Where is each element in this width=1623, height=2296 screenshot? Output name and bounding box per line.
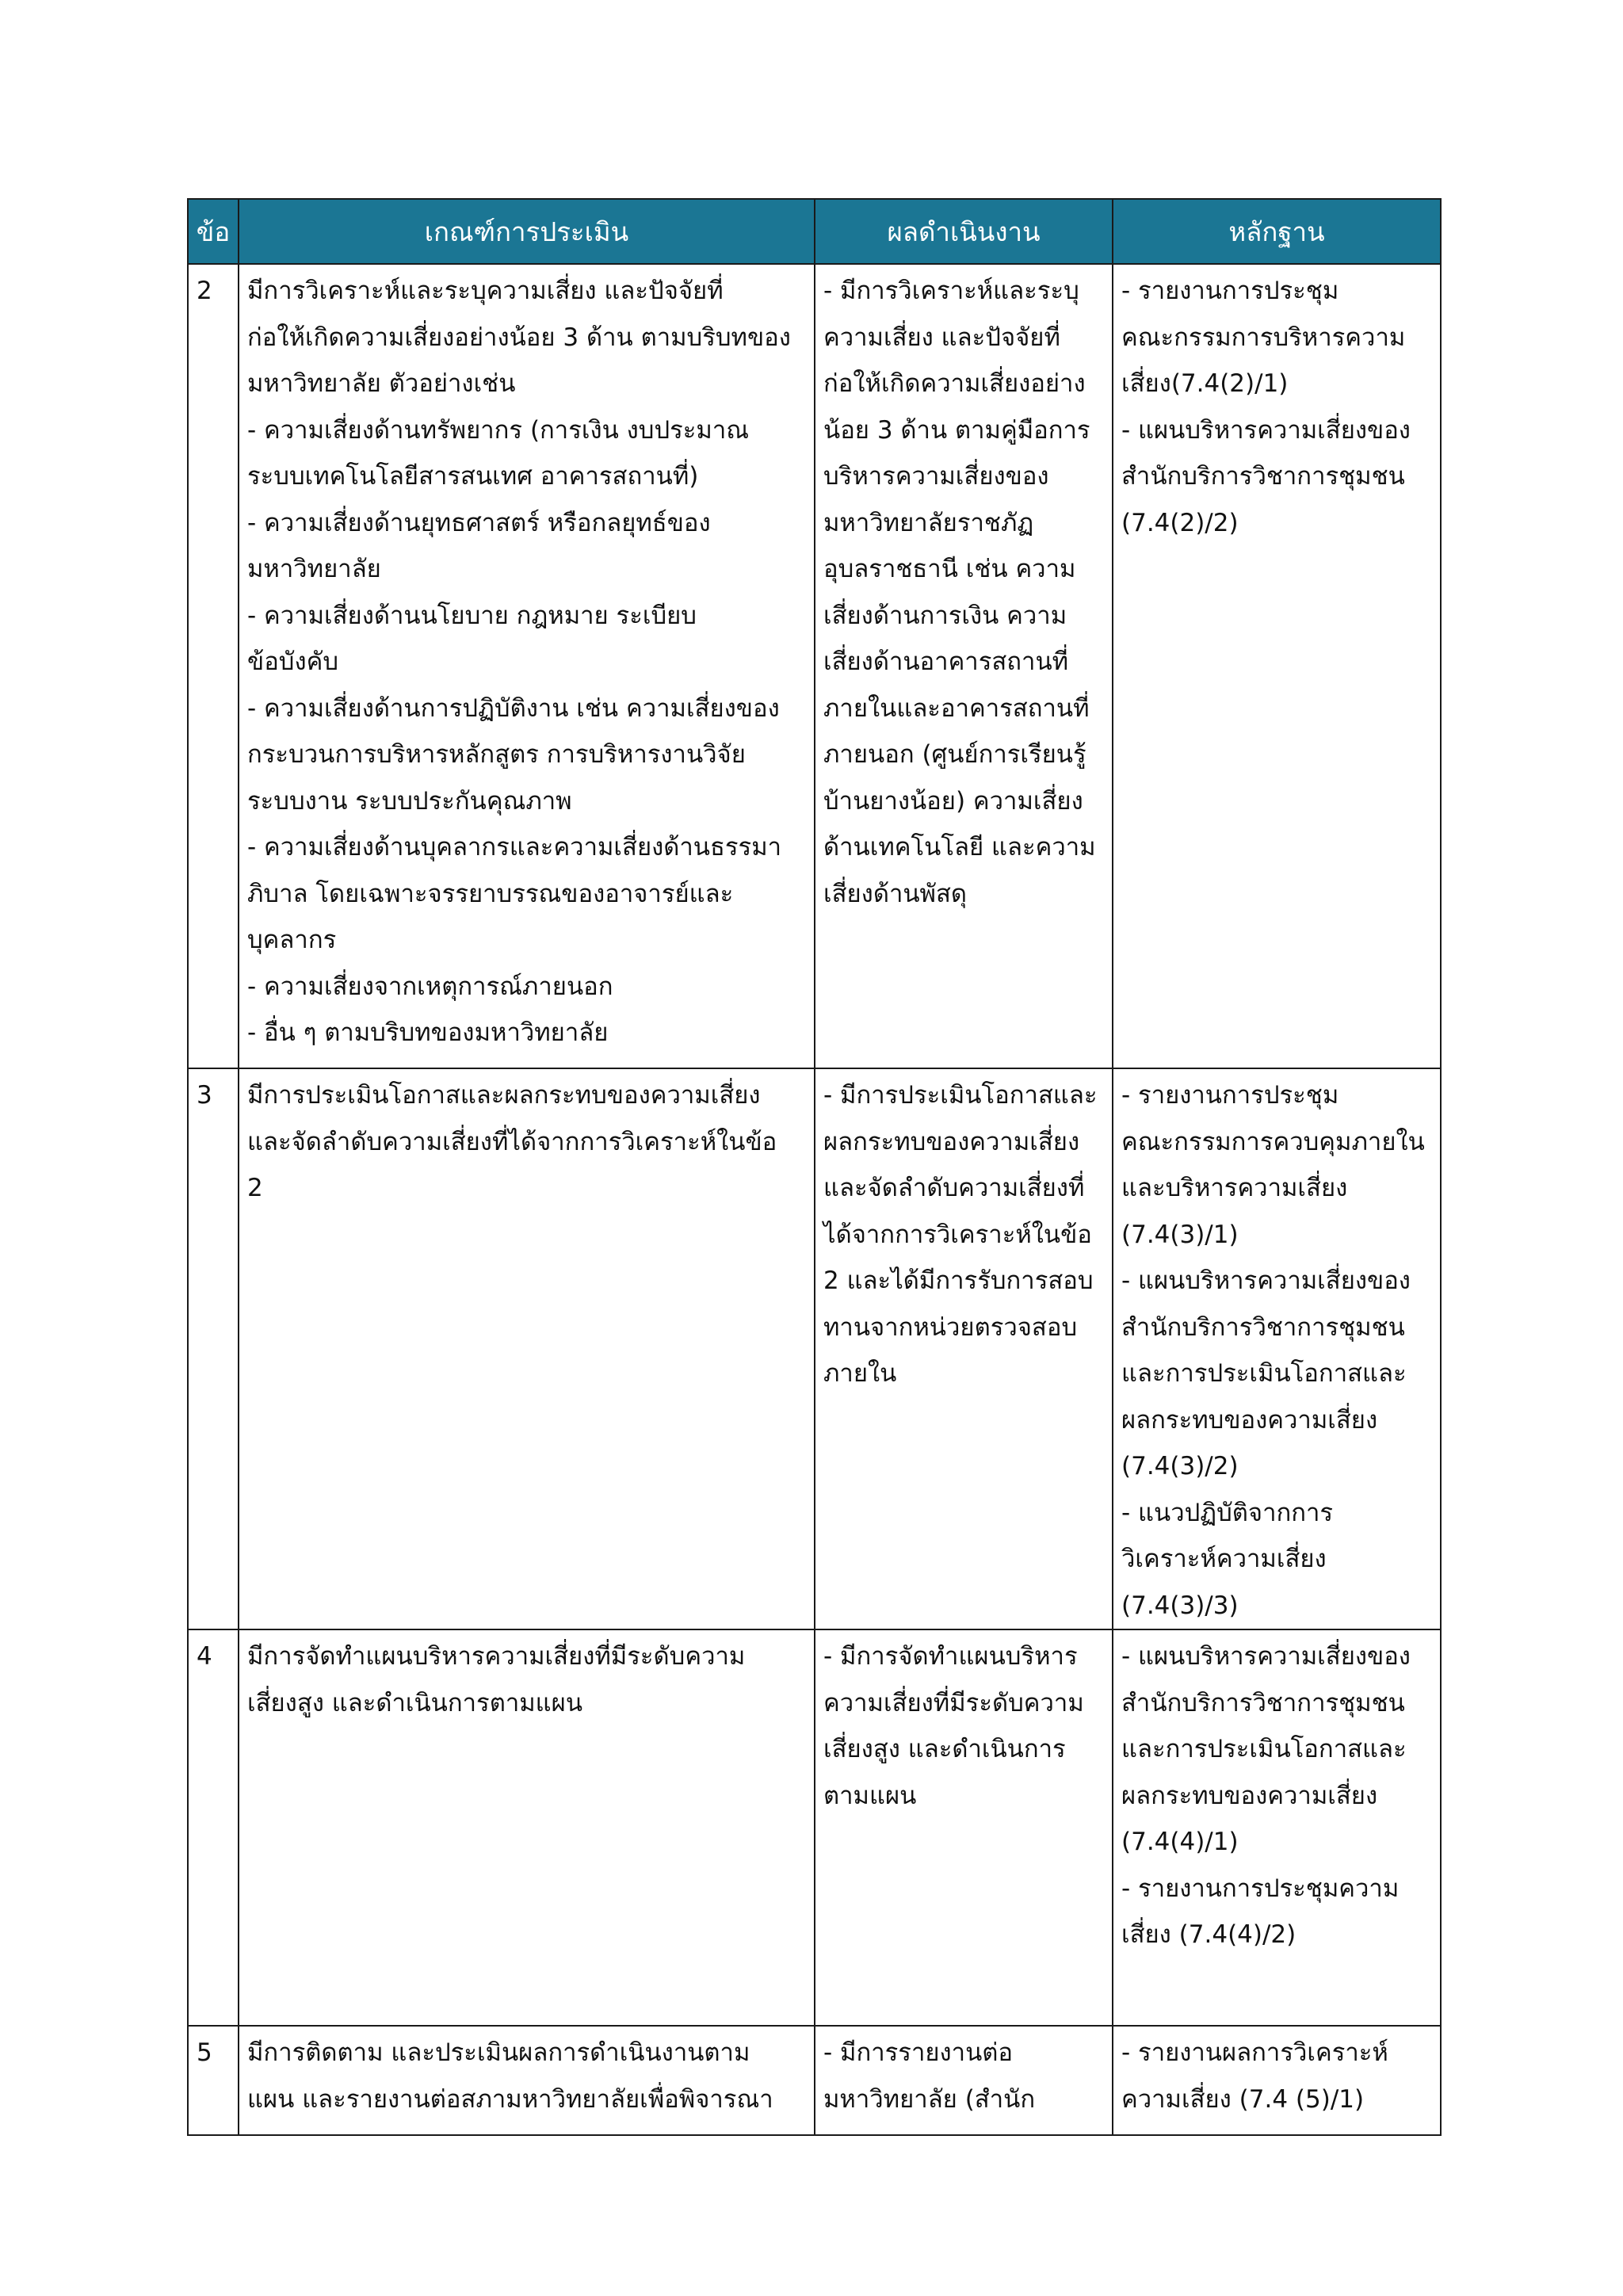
result-line: 2 และได้มีการรับการสอบ [823, 1266, 1094, 1295]
result-line: ภายนอก (ศูนย์การเรียนรู้ [823, 740, 1086, 769]
item-number-cell: 5 [188, 2026, 239, 2135]
header-evidence: หลักฐาน [1113, 199, 1441, 264]
criteria-line: กระบวนการบริหารหลักสูตร การบริหารงานวิจัย [247, 740, 746, 769]
table-header-row [188, 199, 1441, 264]
criteria-cell [239, 1629, 815, 2026]
evidence-line: (7.4(4)/1) [1121, 1828, 1239, 1856]
result-line: อุบลราชธานี เช่น ความ [823, 555, 1076, 583]
evidence-line: สำนักบริการวิชาการชุมชน [1121, 1312, 1405, 1342]
result-cell [815, 1629, 1113, 2026]
evidence-line: - แนวปฏิบัติจากการ [1121, 1498, 1334, 1527]
result-line: มหาวิทยาลัยราชภัฏ [823, 508, 1034, 537]
criteria-cell [239, 264, 815, 1068]
result-line: ความเสี่ยง และปัจจัยที่ [823, 323, 1060, 352]
evidence-line: วิเคราะห์ความเสี่ยง [1121, 1545, 1327, 1573]
result-line: ภายใน [823, 1359, 897, 1388]
result-line: และจัดลำดับความเสี่ยงที่ [823, 1174, 1085, 1202]
evidence-cell [1113, 1068, 1441, 1629]
result-line: ก่อให้เกิดความเสี่ยงอย่าง [823, 369, 1086, 398]
evidence-line: (7.4(2)/2) [1121, 508, 1239, 537]
criteria-line: มหาวิทยาลัย ตัวอย่างเช่น [247, 369, 516, 398]
evidence-cell [1113, 1629, 1441, 2026]
result-line: บริหารความเสี่ยงของ [823, 462, 1049, 491]
item-number-cell: 4 [188, 1629, 239, 2026]
evidence-cell [1113, 2026, 1441, 2135]
criteria-cell [239, 1068, 815, 1629]
result-line: ด้านเทคโนโลยี และความ [823, 833, 1096, 861]
criteria-line: ก่อให้เกิดความเสี่ยงอย่างน้อย 3 ด้าน ตามบริบทของ [247, 323, 791, 352]
criteria-line: - ความเสี่ยงด้านยุทธศาสตร์ หรือกลยุทธ์ของ [247, 508, 711, 537]
evidence-line: และบริหารความเสี่ยง [1121, 1174, 1348, 1202]
criteria-line: - ความเสี่ยงด้านทรัพยากร (การเงิน งบประมาณ [247, 415, 750, 445]
evidence-line: - รายงานผลการวิเคราะห์ [1121, 2038, 1388, 2067]
evidence-line: (7.4(3)/1) [1121, 1220, 1239, 1249]
criteria-line: มีการวิเคราะห์และระบุความเสี่ยง และปัจจัยที่ [247, 277, 724, 305]
evidence-line: - แผนบริหารความเสี่ยงของ [1121, 1642, 1411, 1671]
criteria-line: มีการจัดทำแผนบริหารความเสี่ยงที่มีระดับความ [247, 1642, 746, 1671]
result-line: ผลกระทบของความเสี่ยง [823, 1127, 1080, 1156]
criteria-line: มีการติดตาม และประเมินผลการดำเนินงานตาม [247, 2038, 750, 2067]
evidence-line: - รายงานการประชุม [1121, 1081, 1339, 1110]
result-line: ความเสี่ยงที่มีระดับความ [823, 1688, 1084, 1717]
evidence-line: เสี่ยง (7.4(4)/2) [1121, 1920, 1296, 1949]
item-number-cell: 2 [188, 264, 239, 1068]
table-row [188, 264, 1441, 1068]
criteria-line: - ความเสี่ยงด้านบุคลากรและความเสี่ยงด้านธรรมา [247, 833, 782, 861]
criteria-line: - ความเสี่ยงด้านการปฏิบัติงาน เช่น ความเสี่ยงของ [247, 693, 780, 723]
result-cell [815, 264, 1113, 1068]
assessment-table [187, 198, 1442, 2136]
item-number-cell: 3 [188, 1068, 239, 1629]
result-line: บ้านยางน้อย) ความเสี่ยง [823, 786, 1083, 816]
result-line: ตามแผน [823, 1781, 917, 1810]
result-line: เสี่ยงสูง และดำเนินการ [823, 1735, 1066, 1763]
result-line: - มีการรายงานต่อ [823, 2038, 1014, 2067]
evidence-line: ความเสี่ยง (7.4 (5)/1) [1121, 2084, 1365, 2114]
evidence-line: - รายงานการประชุมความ [1121, 1874, 1400, 1903]
criteria-line: และจัดลำดับความเสี่ยงที่ได้จากการวิเคราะห์ในข้อ [247, 1127, 777, 1156]
criteria-line: ข้อบังคับ [247, 648, 339, 676]
table-body [188, 264, 1441, 2135]
table-row [188, 1068, 1441, 1629]
evidence-line: - รายงานการประชุม [1121, 277, 1339, 305]
evidence-line: ผลกระทบของความเสี่ยง [1121, 1405, 1378, 1435]
criteria-line: ระบบเทคโนโลยีสารสนเทศ อาคารสถานที่) [247, 462, 699, 491]
result-cell [815, 1068, 1113, 1629]
header-item-number: ข้อ [188, 199, 239, 264]
evidence-line: (7.4(3)/3) [1121, 1591, 1239, 1620]
evidence-line: และการประเมินโอกาสและ [1121, 1735, 1407, 1763]
table-row [188, 1629, 1441, 2026]
table-row [188, 2026, 1441, 2135]
criteria-line: ระบบงาน ระบบประกันคุณภาพ [247, 786, 572, 816]
evidence-line: - แผนบริหารความเสี่ยงของ [1121, 1266, 1411, 1295]
criteria-line: บุคลากร [247, 926, 337, 954]
criteria-line: ภิบาล โดยเฉพาะจรรยาบรรณของอาจารย์และ [247, 879, 734, 908]
result-line: มหาวิทยาลัย (สำนัก [823, 2084, 1036, 2114]
evidence-line: เสี่ยง(7.4(2)/1) [1121, 369, 1289, 398]
criteria-line: - ความเสี่ยงด้านนโยบาย กฎหมาย ระเบียบ [247, 601, 697, 630]
evidence-line: คณะกรรมการบริหารความ [1121, 323, 1406, 352]
header-criteria: เกณฑ์การประเมิน [239, 199, 815, 264]
evidence-line: และการประเมินโอกาสและ [1121, 1359, 1407, 1388]
criteria-line: - อื่น ๆ ตามบริบทของมหาวิทยาลัย [247, 1018, 609, 1047]
result-line: น้อย 3 ด้าน ตามคู่มือการ [823, 415, 1090, 445]
evidence-line: - แผนบริหารความเสี่ยงของ [1121, 415, 1411, 445]
header-result: ผลดำเนินงาน [815, 199, 1113, 264]
criteria-line: แผน และรายงานต่อสภามหาวิทยาลัยเพื่อพิจารณา [247, 2084, 773, 2114]
result-line: - มีการวิเคราะห์และระบุ [823, 277, 1079, 305]
evidence-cell [1113, 264, 1441, 1068]
criteria-line: - ความเสี่ยงจากเหตุการณ์ภายนอก [247, 972, 613, 1001]
result-cell [815, 2026, 1113, 2135]
result-line: - มีการจัดทำแผนบริหาร [823, 1642, 1078, 1671]
criteria-line: มีการประเมินโอกาสและผลกระทบของความเสี่ยง [247, 1081, 761, 1110]
result-line: ทานจากหน่วยตรวจสอบ [823, 1312, 1078, 1342]
result-line: เสี่ยงด้านการเงิน ความ [823, 601, 1067, 630]
result-line: - มีการประเมินโอกาสและ [823, 1081, 1098, 1110]
result-line: ภายในและอาคารสถานที่ [823, 693, 1090, 723]
result-line: ได้จากการวิเคราะห์ในข้อ [823, 1220, 1092, 1249]
evidence-line: สำนักบริการวิชาการชุมชน [1121, 462, 1405, 491]
result-line: เสี่ยงด้านอาคารสถานที่ [823, 648, 1069, 676]
evidence-line: คณะกรรมการควบคุมภายใน [1121, 1127, 1425, 1156]
result-line: เสี่ยงด้านพัสดุ [823, 879, 968, 908]
criteria-line: เสี่ยงสูง และดำเนินการตามแผน [247, 1688, 583, 1717]
criteria-line: 2 [247, 1174, 263, 1202]
criteria-cell [239, 2026, 815, 2135]
evidence-line: สำนักบริการวิชาการชุมชน [1121, 1688, 1405, 1717]
criteria-line: มหาวิทยาลัย [247, 555, 381, 583]
evidence-line: ผลกระทบของความเสี่ยง [1121, 1781, 1378, 1810]
evidence-line: (7.4(3)/2) [1121, 1452, 1239, 1480]
